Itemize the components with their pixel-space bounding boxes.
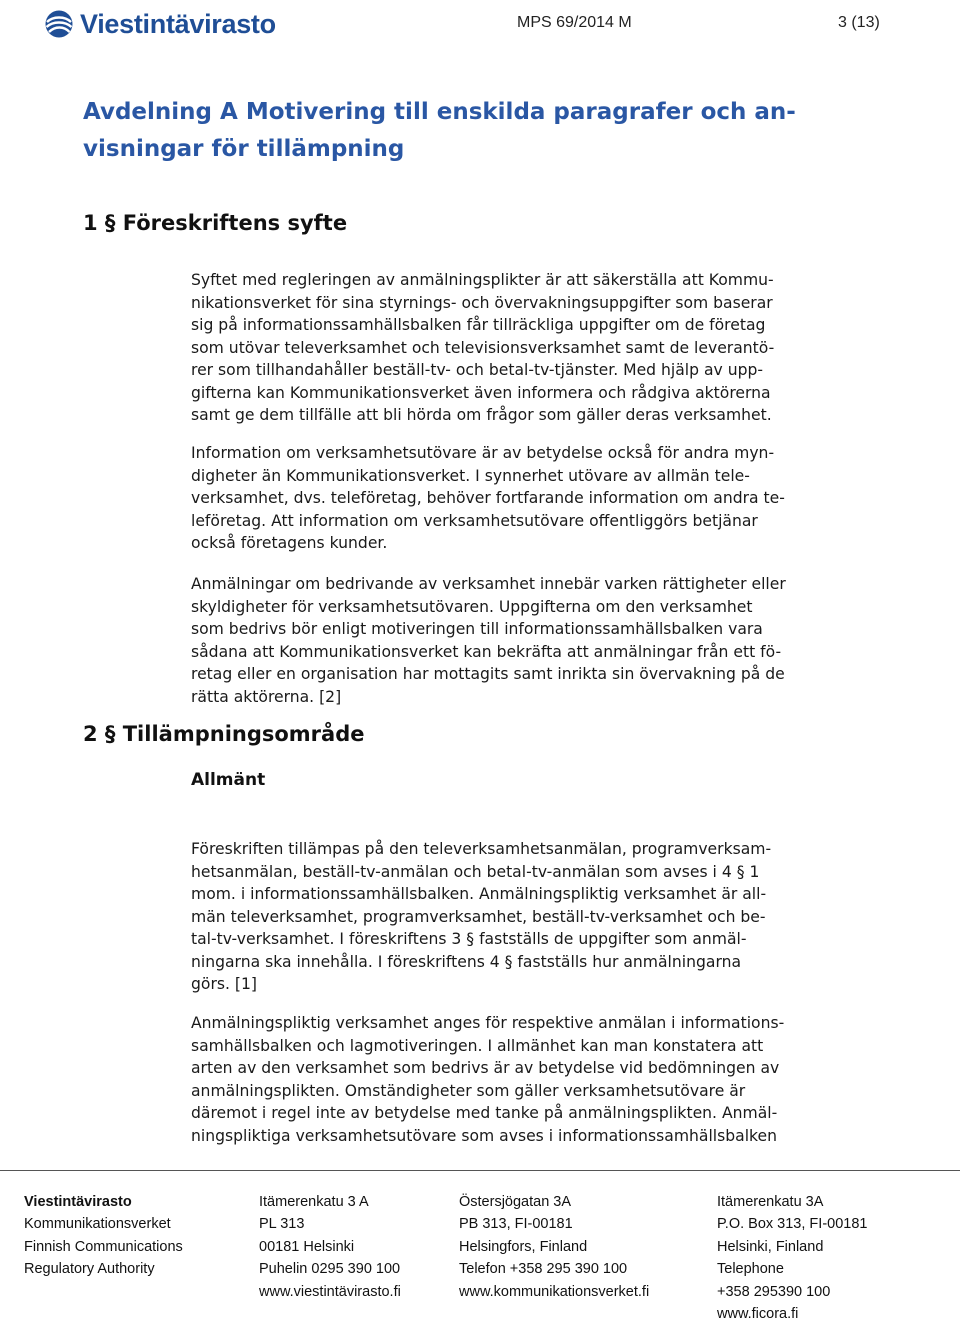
text-line: arten av den verksamhet som bedrivs är av betydelse vid bedömningen av	[191, 1059, 780, 1077]
footer-line: Helsingfors, Finland	[459, 1238, 588, 1255]
text-line: samhällsbalken och lagmotiveringen. I allmänhet kan man konstatera att	[191, 1036, 764, 1055]
footer-line: +358 295390 100	[717, 1283, 831, 1300]
text-line: tal-tv-verksamhet. I föreskriftens 3 § fastställs de uppgifter som anmäl-	[191, 930, 747, 948]
text-line: leföretag. Att information om verksamhetsutövare offentliggörs betjänar	[191, 511, 758, 530]
text-line: retag eller en organisation har mottagits samt inrikta sin övervakning på de	[191, 665, 785, 683]
text-line: görs. [1]	[191, 975, 257, 993]
title-line: Avdelning A Motivering till enskilda paragrafer och an-	[83, 99, 796, 125]
footer-line[interactable]: www.ficora.fi	[717, 1306, 799, 1323]
text-line: skyldigheter för verksamhetsutövaren. Uppgifterna om den verksamhet	[191, 597, 753, 616]
footer-line: 00181 Helsinki	[259, 1238, 355, 1255]
agency-logo	[44, 4, 276, 44]
footer-line: Östersjögatan 3A	[459, 1194, 572, 1210]
footer-line: Puhelin 0295 390 100	[259, 1261, 401, 1278]
footer-line: P.O. Box 313, FI-00181	[717, 1216, 868, 1233]
text-line: hetsanmälan, beställ-tv-anmälan och betal-tv-anmälan som avses i 4 § 1	[191, 862, 760, 881]
text-line: män televerksamhet, programverksamhet, beställ-tv-verksamhet och be-	[191, 907, 766, 926]
subheading-general: Allmänt	[191, 770, 266, 790]
paragraph-5	[191, 1012, 891, 1147]
footer-line: Viestintävirasto	[24, 1194, 132, 1210]
section-heading-1: 1 § Föreskriftens syfte	[83, 211, 348, 235]
text-line: gifterna kan Kommunikationsverket även informera och rådgiva aktörerna	[191, 383, 771, 402]
footer-column-agency	[24, 1191, 183, 1281]
footer-divider	[0, 1170, 960, 1171]
logo-text: Viestintävirasto	[80, 8, 276, 39]
footer-line: Telephone	[717, 1261, 784, 1278]
text-line: verksamhet, dvs. teleföretag, behöver fortfarande information om andra te-	[191, 489, 785, 507]
footer-column-english	[717, 1191, 867, 1325]
footer-line: Itämerenkatu 3 A	[259, 1194, 369, 1210]
footer-line: Finnish Communications	[24, 1238, 183, 1255]
text-line: också företagens kunder.	[191, 534, 388, 552]
footer-column-swedish	[459, 1191, 649, 1303]
footer-line: Telefon +358 295 390 100	[459, 1261, 628, 1278]
page-number: 3 (13)	[838, 14, 880, 31]
text-line: rätta aktörerna. [2]	[191, 687, 342, 706]
text-line: sig på informationssamhällsbalken får tillräckliga uppgifter om de företag	[191, 316, 766, 334]
footer-line: Regulatory Authority	[24, 1261, 155, 1278]
paragraph-1	[191, 269, 891, 427]
text-line: som utövar televerksamhet och televisionsverksamhet samt de leverantö-	[191, 338, 775, 357]
footer-line: PL 313	[259, 1216, 305, 1233]
title-line: visningar för tillämpning	[83, 136, 405, 162]
document-reference: MPS 69/2014 M	[517, 14, 632, 31]
text-line: rer som tillhandahåller beställ-tv- och betal-tv-tjänster. Med hjälp av upp-	[191, 361, 764, 379]
text-line: Föreskriften tillämpas på den televerksamhetsanmälan, programverksam-	[191, 840, 772, 858]
text-line: Anmälningspliktig verksamhet anges för respektive anmälan i informations-	[191, 1014, 785, 1032]
section-heading-2: 2 § Tillämpningsområde	[83, 722, 365, 746]
page-title	[83, 94, 883, 168]
globe-icon	[44, 9, 74, 39]
footer-line[interactable]: www.viestintävirasto.fi	[259, 1283, 401, 1300]
footer-line: Kommunikationsverket	[24, 1216, 171, 1233]
text-line: som bedrivs bör enligt motiveringen till informationssamhällsbalken vara	[191, 620, 763, 638]
text-line: samt ge dem tillfälle att bli hörda om frågor som gäller deras verksamhet.	[191, 406, 772, 424]
text-line: Syftet med regleringen av anmälningsplikter är att säkerställa att Kommu-	[191, 271, 774, 289]
paragraph-2	[191, 442, 891, 555]
text-line: ningspliktiga verksamhetsutövare som avses i informationssamhällsbalken	[191, 1126, 778, 1145]
text-line: nikationsverket för sina styrnings- och övervakningsuppgifter som baserar	[191, 293, 773, 312]
text-line: sådana att Kommunikationsverket kan bekräfta att anmälningar från ett fö-	[191, 642, 782, 661]
footer-line: PB 313, FI-00181	[459, 1216, 573, 1233]
text-line: digheter än Kommunikationsverket. I synnerhet utövare av allmän tele-	[191, 466, 750, 485]
footer-column-finnish	[259, 1191, 401, 1303]
text-line: anmälningsplikten. Omständigheter som gäller verksamhetsutövare är	[191, 1081, 746, 1100]
text-line: mom. i informationssamhällsbalken. Anmälningspliktig verksamhet är all-	[191, 885, 767, 903]
text-line: ningarna ska innehålla. I föreskriftens 4 § fastställs hur anmälningarna	[191, 952, 742, 971]
paragraph-4	[191, 838, 891, 996]
footer-line[interactable]: www.kommunikationsverket.fi	[459, 1283, 650, 1300]
footer-line: Helsinki, Finland	[717, 1238, 824, 1255]
text-line: Anmälningar om bedrivande av verksamhet innebär varken rättigheter eller	[191, 575, 786, 593]
text-line: Information om verksamhetsutövare är av betydelse också för andra myn-	[191, 444, 775, 462]
text-line: däremot i regel inte av betydelse med tanke på anmälningsplikten. Anmäl-	[191, 1104, 778, 1122]
paragraph-3	[191, 573, 891, 708]
footer-line: Itämerenkatu 3A	[717, 1194, 824, 1210]
